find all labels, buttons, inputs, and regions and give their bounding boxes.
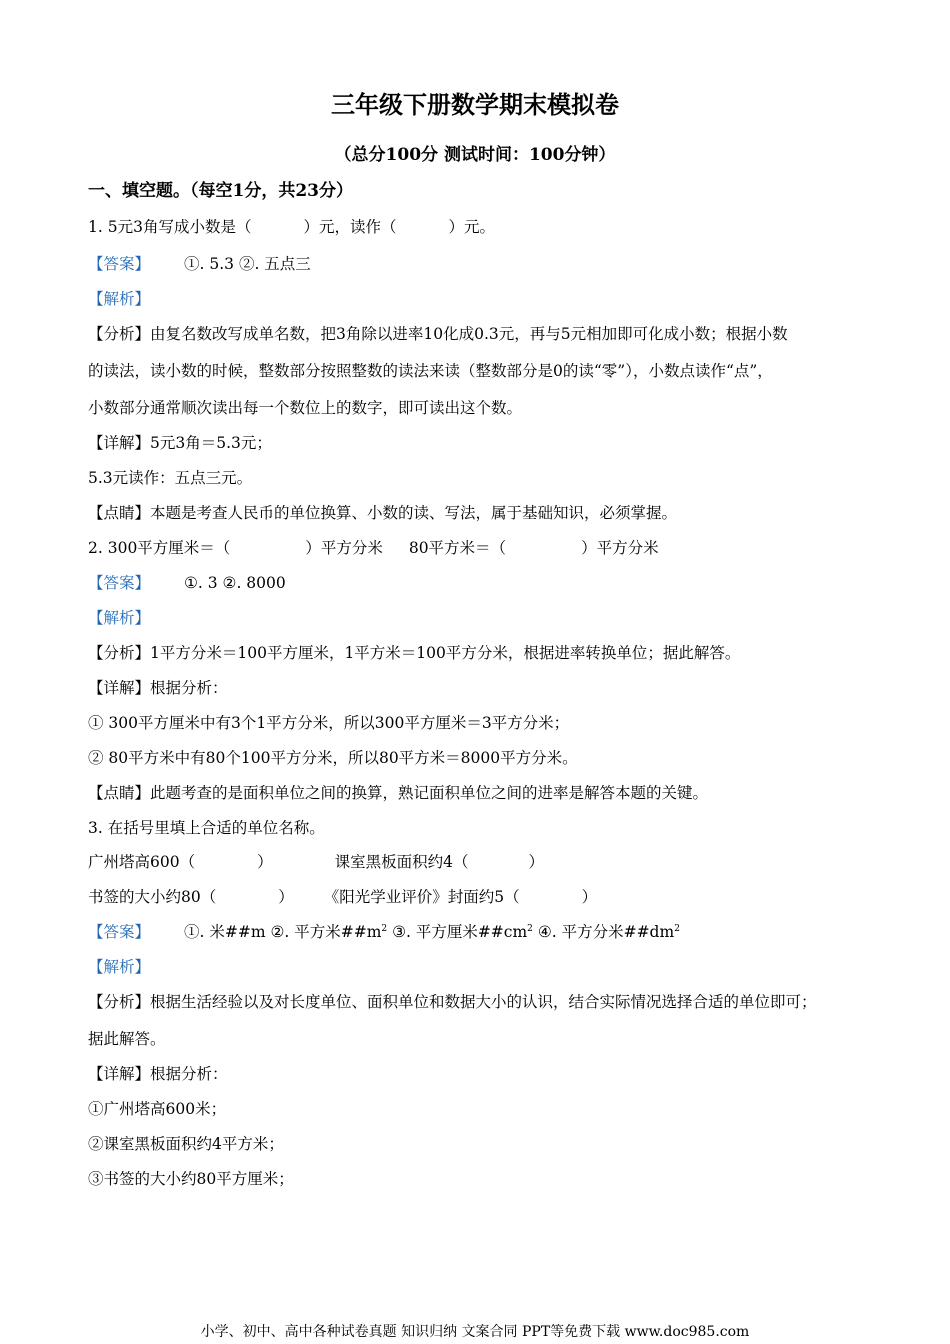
- page-title: 三年级下册数学期末模拟卷: [331, 90, 619, 119]
- comment-text: 【点睛】本题是考查人民币的单位换算、小数的读、写法，属于基础知识，必须掌握。: [88, 504, 678, 522]
- analysis-text: 【分析】根据生活经验以及对长度单位、面积单位和数据大小的认识，结合实际情况选择合适的单位即可；: [88, 993, 817, 1011]
- detail-text: 【详解】5元3角＝5.3元；: [88, 434, 272, 452]
- question-1-text-a: 1. 5元3角写成小数是（: [88, 218, 252, 236]
- analysis-tag: 【解析】: [88, 609, 151, 627]
- answer-tag: 【答案】: [88, 574, 151, 592]
- question-1-text-b: ）元，读作（: [303, 218, 397, 236]
- answer-text-a: ①. 米##m ②. 平方米##m: [184, 923, 382, 941]
- question-3-item-1-end: ）: [257, 853, 273, 871]
- question-3-item-2: 课室黑板面积约4（: [334, 853, 469, 871]
- section-heading: 一、填空题。（每空1分，共23分）: [88, 181, 353, 201]
- detail-text: ① 300平方厘米中有3个1平方分米，所以300平方厘米＝3平方分米；: [88, 714, 570, 732]
- question-3: 3. 在括号里填上合适的单位名称。: [88, 819, 325, 837]
- page-footer: 小学、初中、高中各种试卷真题 知识归纳 文案合同 PPT等免费下载 www.doc985.com: [200, 1324, 750, 1340]
- answer-2: [88, 572, 286, 594]
- detail-text: 【详解】根据分析：: [88, 679, 228, 697]
- question-2-text-a: 2. 300平方厘米＝（: [88, 539, 231, 557]
- question-1: [88, 216, 495, 238]
- analysis-text: 小数部分通常顺次读出每一个数位上的数字，即可读出这个数。: [88, 399, 523, 417]
- page-subtitle: （总分100分 测试时间：100分钟）: [334, 145, 616, 165]
- question-2-text-c: 80平方米＝（: [408, 539, 507, 557]
- answer-3: [88, 921, 680, 943]
- question-2-text-d: ）平方分米: [581, 539, 659, 557]
- question-3-items-row1: [88, 851, 544, 873]
- detail-text: 5.3元读作：五点三元。: [88, 469, 253, 487]
- question-3-item-3: 书签的大小约80（: [88, 888, 217, 906]
- question-3-item-1: 广州塔高600（: [88, 853, 196, 871]
- superscript: 2: [527, 924, 533, 934]
- superscript: 2: [381, 924, 388, 934]
- answer-text-b: ③. 平方厘米##cm: [387, 923, 528, 941]
- answer-tag: 【答案】: [88, 255, 151, 273]
- question-2-text-b: ）平方分米: [305, 539, 383, 557]
- analysis-text: 据此解答。: [88, 1030, 166, 1048]
- comment-text: 【点睛】此题考查的是面积单位之间的换算，熟记面积单位之间的进率是解答本题的关键。: [88, 784, 709, 802]
- question-2: [88, 537, 659, 559]
- analysis-text: 【分析】由复名数改写成单名数，把3角除以进率10化成0.3元，再与5元相加即可化成小数；根据小数: [88, 325, 788, 343]
- detail-text: ③书签的大小约80平方厘米；: [88, 1170, 294, 1188]
- question-3-item-2-end: ）: [528, 853, 544, 871]
- detail-text: ② 80平方米中有80个100平方分米，所以80平方米＝8000平方分米。: [88, 749, 578, 767]
- question-3-item-4: 《阳光学业评价》封面约5（: [323, 888, 520, 906]
- answer-text-c: ④. 平方分米##dm: [532, 923, 675, 941]
- analysis-tag: 【解析】: [88, 958, 151, 976]
- question-1-text-c: ）元。: [448, 218, 495, 236]
- question-3-item-4-end: ）: [581, 888, 598, 906]
- analysis-text: 【分析】1平方分米＝100平方厘米，1平方米＝100平方分米，根据进率转换单位；据此解答。: [88, 644, 741, 662]
- answer-tag: 【答案】: [88, 923, 151, 941]
- question-3-items-row2: [88, 886, 597, 908]
- detail-text: ①广州塔高600米；: [88, 1100, 227, 1118]
- answer-text: ①. 3 ②. 8000: [184, 574, 286, 592]
- answer-text: ①. 5.3 ②. 五点三: [184, 255, 311, 273]
- analysis-text: 的读法，读小数的时候，整数部分按照整数的读法来读（整数部分是0的读“零”），小数点读作“点”，: [88, 362, 773, 380]
- question-3-item-3-end: ）: [278, 888, 294, 906]
- detail-text: 【详解】根据分析：: [88, 1065, 228, 1083]
- detail-text: ②课室黑板面积约4平方米；: [88, 1135, 284, 1153]
- answer-1: [88, 253, 311, 275]
- superscript: 2: [674, 924, 680, 934]
- analysis-tag: 【解析】: [88, 290, 151, 308]
